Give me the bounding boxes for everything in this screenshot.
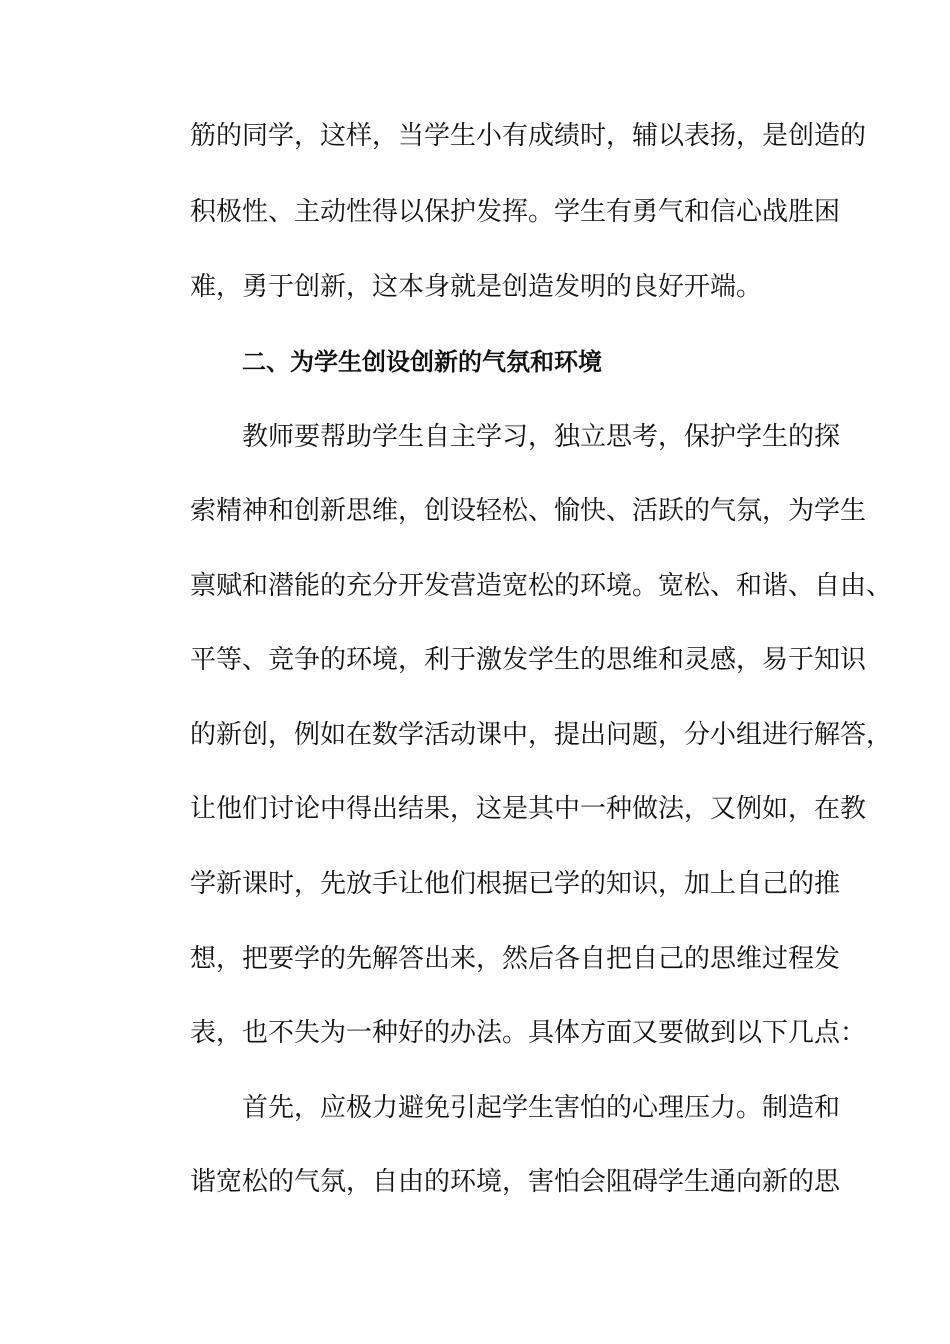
body-text-line: 筋的同学，这样，当学生小有成绩时，辅以表扬，是创造的 (190, 121, 867, 151)
body-text-line: 积极性、主动性得以保护发挥。学生有勇气和信心战胜困 (190, 197, 841, 227)
body-text-line: 让他们讨论中得出结果，这是其中一种做法，又例如，在教 (190, 794, 867, 824)
body-text-line: 谐宽松的气氛，自由的环境，害怕会阻碍学生通向新的思 (190, 1167, 841, 1197)
body-text-line: 首先，应极力避免引起学生害怕的心理压力。制造和 (242, 1093, 841, 1123)
body-text-line: 难，勇于创新，这本身就是创造发明的良好开端。 (190, 272, 763, 302)
body-text-line: 禀赋和潜能的充分开发营造宽松的环境。宽松、和谐、自由、 (190, 571, 893, 601)
body-text-line: 教师要帮助学生自主学习，独立思考，保护学生的探 (242, 422, 841, 452)
body-text-line: 平等、竞争的环境，利于激发学生的思维和灵感，易于知识 (190, 645, 867, 675)
body-text-line: 索精神和创新思维，创设轻松、愉快、活跃的气氛，为学生 (190, 496, 867, 526)
body-text-line: 想，把要学的先解答出来，然后各自把自己的思维过程发 (190, 944, 841, 974)
body-text-line: 学新课时，先放手让他们根据已学的知识，加上自己的推 (190, 869, 841, 899)
section-heading: 二、为学生创设创新的气氛和环境 (242, 348, 602, 376)
body-text-line: 表，也不失为一种好的办法。具体方面又要做到以下几点： (190, 1018, 867, 1048)
body-text-line: 的新创，例如在数学活动课中，提出问题，分小组进行解答， (190, 720, 893, 750)
